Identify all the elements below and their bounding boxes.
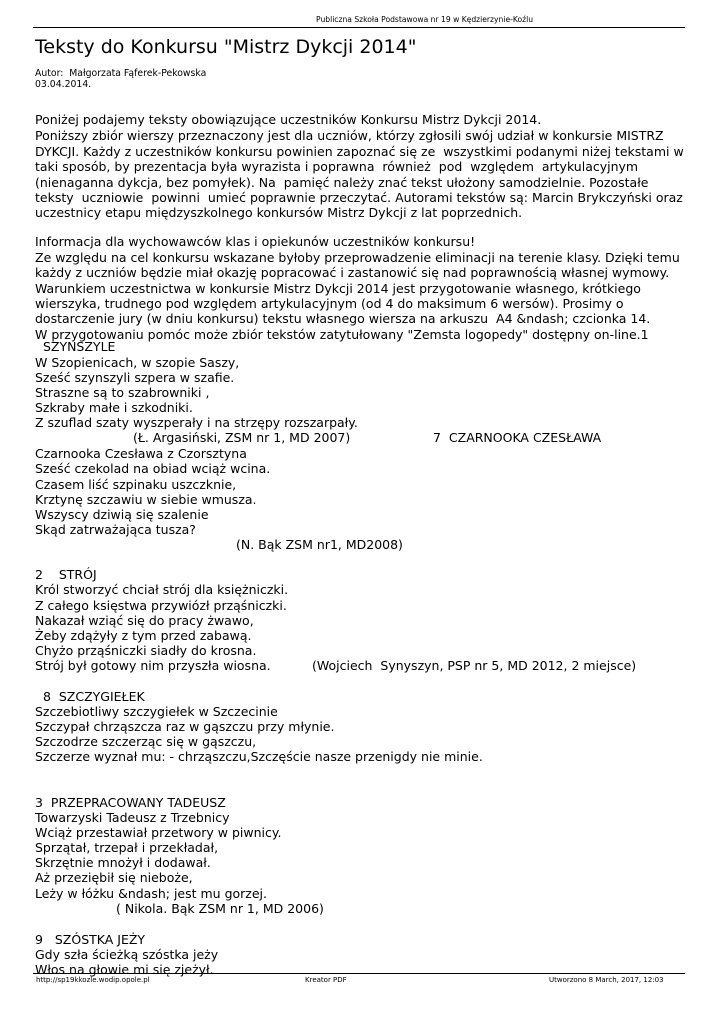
intro-line: taki sposób, by prezentacja była wyrazista i poprawna również pod względem artykulacyjnym xyxy=(35,159,639,174)
intro-line: Poniższy zbiór wierszy przeznaczony jest dla uczniów, którzy zgłosili swój udział w konkursie MISTRZ xyxy=(35,128,664,143)
poem-line: Włos na głowie mi się zjeżył. xyxy=(35,962,214,977)
page-header: Publiczna Szkoła Podstawowa nr 19 w Kędzierzynie-Koźlu xyxy=(316,15,534,24)
poem-line: Żeby zdążyły z tym przed zabawą. xyxy=(35,628,252,643)
poem-line: Skąd zatrważająca tusza? xyxy=(35,522,196,537)
poem-line: Szczypał chrząszcza raz w gąszczu przy młynie. xyxy=(35,719,335,734)
poem-line: Leży w łóżku &ndash; jest mu gorzej. xyxy=(35,886,268,901)
header-divider xyxy=(33,27,685,28)
poem-line: Szkraby małe i szkodniki. xyxy=(35,400,193,415)
intro-line: Poniżej podajemy teksty obowiązujące uczestników Konkursu Mistrz Dykcji 2014. xyxy=(35,112,542,127)
page-title: Teksty do Konkursu "Mistrz Dykcji 2014" xyxy=(35,36,417,58)
poem-line: Strój był gotowy nim przyszła wiosna. xyxy=(35,658,271,673)
poem-line: Król stworzyć chciał strój dla księżniczki. xyxy=(35,582,289,597)
footer-created: Utworzono 8 March, 2017, 12:03 xyxy=(549,976,664,984)
poem-line: W Szopienicach, w szopie Saszy, xyxy=(35,355,240,370)
poem-line: Sześć czekolad na obiad wciąż wcina. xyxy=(35,461,271,476)
footer-generator: Kreator PDF xyxy=(305,976,347,984)
poem-heading: 3 PRZEPRACOWANY TADEUSZ xyxy=(35,795,226,810)
poem-line: Sześć szynszyli szpera w szafie. xyxy=(35,370,235,385)
info-line: wierszyka, trudnego pod względem artykulacyjnym (od 4 do maksimum 6 wersów). Prosimy o xyxy=(35,296,624,311)
poem-line: Szczerze wyznał mu: - chrząszczu,Szczęście nasze przenigdy nie minie. xyxy=(35,749,483,764)
poem-heading: 2 STRÓJ xyxy=(35,567,97,582)
poem-line: Chyżo prząśniczki siadły do krosna. xyxy=(35,643,257,658)
poem-line: Skrzętnie mnożył i dodawał. xyxy=(35,855,211,870)
poem-line: Straszne są to szabrowniki , xyxy=(35,385,210,400)
intro-line: teksty uczniowie powinni umieć poprawnie przeczytać. Autorami tekstów są: Marcin Brykczyński oraz xyxy=(35,190,683,205)
info-line: Warunkiem uczestnictwa w konkursie Mistrz Dykcji 2014 jest przygotowanie własnego, krótkiego xyxy=(35,281,641,296)
poem-line: Czasem liść szpinaku uszczknie, xyxy=(35,477,237,492)
poem-line: Z szuflad szaty wyszperały i na strzępy rozszarpały. xyxy=(35,415,358,430)
poem-credit: (N. Bąk ZSM nr1, MD2008) xyxy=(236,537,403,552)
poem-credit: (Wojciech Synyszyn, PSP nr 5, MD 2012, 2 miejsce) xyxy=(312,658,637,673)
poem-credit: ( Nikola. Bąk ZSM nr 1, MD 2006) xyxy=(116,901,324,916)
poem-line: Wszyscy dziwią się szalenie xyxy=(35,507,209,522)
info-line: każdy z uczniów będzie miał okazję popracować i zastanowić się nad poprawnością własnej wymowy. xyxy=(35,265,670,280)
intro-line: uczestnicy etapu międzyszkolnego konkursów Mistrz Dykcji z lat poprzednich. xyxy=(35,205,523,220)
poem-line: Czarnooka Czesława z Czorsztyna xyxy=(35,446,247,461)
poem-line: Wciąż przestawiał przetwory w piwnicy. xyxy=(35,825,282,840)
poem-line: Nakazał wziąć się do pracy żwawo, xyxy=(35,613,254,628)
author-line: Autor: Małgorzata Fąferek-Pekowska xyxy=(35,68,207,79)
poem-line: Krztynę szczawiu w siebie wmusza. xyxy=(35,492,257,507)
poem-line: Gdy szła ścieżką szóstka jeży xyxy=(35,947,219,962)
info-line: Ze względu na cel konkursu wskazane byłoby przeprowadzenie eliminacji na terenie klasy. Dzięki temu xyxy=(35,250,680,265)
info-line: dostarczenie jury (w dniu konkursu) tekstu własnego wiersza na arkuszu A4 &ndash; czcionka 14. xyxy=(35,311,651,326)
poem-heading: 9 SZÓSTKA JEŻY xyxy=(35,932,146,947)
poem-credit: (Ł. Argasiński, ZSM nr 1, MD 2007) xyxy=(133,430,351,445)
poem-line: Z całego księstwa przywiózł prząśniczki. xyxy=(35,598,287,613)
info-line: W przygotowaniu pomóc może zbiór tekstów zatytułowany "Zemsta logopedy" dostępny on-line.1 xyxy=(35,327,649,342)
poem-heading: 7 CZARNOOKA CZESŁAWA xyxy=(433,430,602,445)
poem-heading: 8 SZCZYGIEŁEK xyxy=(35,689,145,704)
footer-url[interactable]: http://sp19kkozle.wodip.opole.pl xyxy=(36,976,150,984)
intro-line: DYKCJI. Każdy z uczestników konkursu powinien zapoznać się ze wszystkimi podanymi niżej tekstami w xyxy=(35,144,684,159)
date-line: 03.04.2014. xyxy=(35,79,92,90)
poem-line: Aż przeziębił się nieboże, xyxy=(35,870,193,885)
poem-line: Sprzątał, trzepał i przekładał, xyxy=(35,840,219,855)
poem-line: Szczebiotliwy szczygiełek w Szczecinie xyxy=(35,704,278,719)
poem-line: Towarzyski Tadeusz z Trzebnicy xyxy=(35,810,230,825)
poem-line: Szczodrze szczerząc się w gąszczu, xyxy=(35,734,257,749)
footer-divider xyxy=(33,973,685,974)
intro-line: (nienaganna dykcja, bez pomyłek). Na pamięć należy znać tekst ułożony samodzielnie. Pozostałe xyxy=(35,175,649,190)
poem-heading: SZYNSZYLE xyxy=(35,339,116,354)
info-line: Informacja dla wychowawców klas i opiekunów uczestników konkursu! xyxy=(35,234,476,249)
